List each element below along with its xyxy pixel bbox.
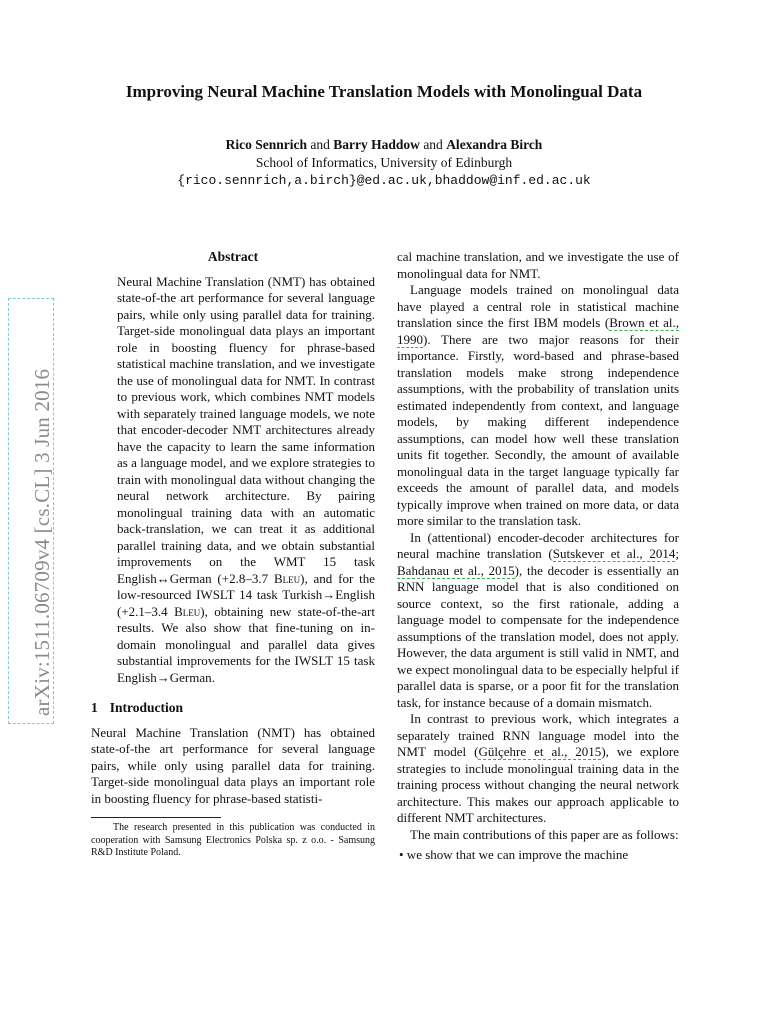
- paragraph: The main contributions of this paper are as follows:: [410, 826, 679, 842]
- section-heading-introduction: [91, 700, 375, 717]
- author-separator: and: [423, 137, 443, 152]
- footnote: The research presented in this publication was conducted in cooperation with Samsung Electronics Polska sp. z o.o. - Samsung R&D Institute Poland.: [91, 822, 375, 858]
- author-2: Barry Haddow: [333, 137, 420, 152]
- abstract-text: [117, 274, 375, 687]
- paragraph: [397, 711, 679, 827]
- author-block: [0, 136, 768, 190]
- author-separator: and: [310, 137, 330, 152]
- paragraph-text: ), the decoder is essentially an RNN language model that is also conditioned on source context, so the first rationale, adding a language model to compensate for the independence assumptions of the translation model, does not apply. However, the data argument is still valid in NMT, and we expect monolingual data to be especially helpful if parallel data is sparse, or a poor fit for the translation task, for instance because of a domain mismatch.: [397, 562, 679, 710]
- paragraph-text: ), we explore strategies to include monolingual training data in the training process without changing the neural network architecture. This makes our approach applicable to different NMT architectures.: [397, 744, 679, 825]
- citation-link[interactable]: Bahdanau et al., 2015: [397, 562, 515, 578]
- abstract-text-part: Neural Machine Translation (NMT) has obtained state-of-the art performance for several language pairs, while only using parallel data for training. Target-side monolingual data plays an important role in boosting fluency for phrase-based statistical machine translation, and we investigate the use of monolingual data for NMT. In contrast to previous work, which combines NMT models with separately trained language models, we note that encoder-decoder NMT architectures already have the capacity to learn the same information as a language model, and we explore strategies to train with monolingual data without changing the neural network architecture. By pairing monolingual training data with an automatic back-translation, we can treat it as additional parallel training data, and we obtain substantial improvements on the WMT 15 task English↔German (+2.8–3.7: [117, 273, 375, 586]
- abstract-text-part: ), and for the low-resourced IWSLT 14 task Turkish→English (+2.1–3.4: [117, 570, 376, 619]
- author-1: Rico Sennrich: [225, 137, 308, 152]
- paragraph-text: In (attentional) encoder-decoder architectures for neural machine translation (: [397, 529, 679, 561]
- abstract-text-part: ), obtaining new state-of-the-art results. We also show that fine-tuning on in-domain monolingual and parallel data gives substantial improvements for the IWSLT 15 task English→German.: [117, 603, 375, 685]
- citation-link[interactable]: Gülçehre et al., 2015: [478, 744, 602, 759]
- bleu-metric: Bleu: [273, 570, 301, 586]
- section-number: 1: [91, 700, 98, 715]
- paragraph: [397, 282, 679, 530]
- paper-title: Improving Neural Machine Translation Models with Monolingual Data: [125, 82, 643, 101]
- citation-separator: ;: [675, 546, 679, 561]
- left-column: [91, 249, 375, 860]
- author-emails[interactable]: {rico.sennrich,a.birch}@ed.ac.uk,bhaddow@inf.ed.ac.uk: [177, 173, 591, 188]
- paragraph: [397, 530, 679, 712]
- affiliation: School of Informatics, University of Edinburgh: [255, 155, 513, 170]
- abstract-body: [117, 274, 375, 687]
- bleu-metric: Bleu: [174, 603, 201, 619]
- paragraph-text: In contrast to previous work, which integrates a separately trained RNN language model into the NMT model (: [397, 711, 679, 759]
- citation-link[interactable]: Sutskever et al., 2014: [552, 546, 676, 561]
- arxiv-stamp: arXiv:1511.06709v4 [cs.CL] 3 Jun 2016: [30, 368, 54, 716]
- right-column: [397, 249, 679, 864]
- citation-link[interactable]: Brown et al., 1990: [397, 315, 679, 347]
- author-names: [0, 136, 768, 154]
- paragraph-text: Language models trained on monolingual data have played a central role in statistical machine translation since the first IBM models (: [397, 282, 679, 330]
- paragraph: cal machine translation, and we investigate the use of monolingual data for NMT.: [397, 249, 679, 281]
- intro-paragraph: Neural Machine Translation (NMT) has obtained state-of-the art performance for several language pairs, while only using parallel data for training. Target-side monolingual data plays an important role in boosting fluency for phrase-based statisti-: [91, 724, 375, 806]
- abstract-heading: Abstract: [207, 249, 259, 264]
- list-item: • we show that we can improve the machine: [399, 847, 629, 862]
- section-title: Introduction: [109, 700, 184, 715]
- footnote-rule: [91, 817, 221, 818]
- author-3: Alexandra Birch: [446, 137, 543, 152]
- paragraph-text: ). There are two major reasons for their importance. Firstly, word-based and phrase-based translation models make strong independence assumptions, with the probability of translation units estimated independently from context, and language models, by making different independence assumptions, can model how well these translation units fit together. Secondly, the amount of available monolingual data in the target language typically far exceeds the amount of parallel data, and models typically improve when trained on more data, or data more similar to the translation task.: [397, 331, 679, 528]
